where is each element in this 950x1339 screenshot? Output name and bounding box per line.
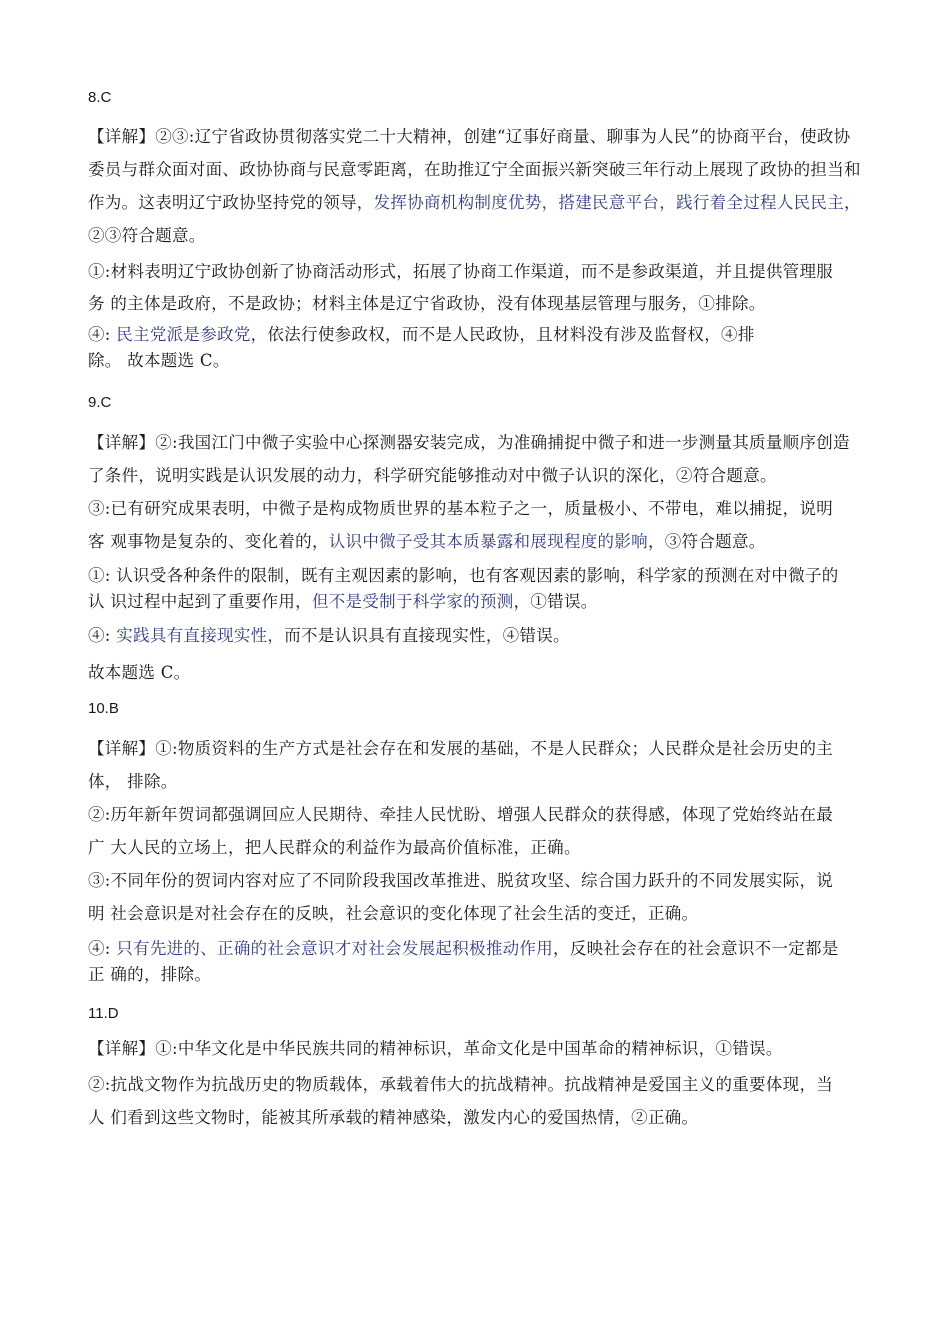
explanation-line xyxy=(88,226,206,246)
line-text: 认 识过程中起到了重要作用， xyxy=(88,592,312,611)
question-number: 11.D xyxy=(88,1005,119,1022)
explanation-line xyxy=(88,325,755,345)
explanation-line xyxy=(88,626,570,646)
explanation-line xyxy=(88,739,833,759)
line-text: ①: 认识受各种条件的限制，既有主观因素的影响，也有客观因素的影响，科学家的预测在对中微子的 xyxy=(88,566,839,585)
explanation-line xyxy=(88,805,833,825)
explanation-line xyxy=(88,566,839,586)
line-text: 【详解】②③:辽宁省政协贯彻落实党二十大精神，创建“辽事好商量、聊事为人民”的协商平台，使政协 xyxy=(88,127,851,146)
highlighted-text: 但不是受制于科学家的预测 xyxy=(311,592,514,611)
explanation-line xyxy=(88,262,833,282)
explanation-line xyxy=(88,466,777,486)
line-text: ②:历年新年贺词都强调回应人民期待、牵挂人民忧盼、增强人民群众的获得感，体现了党始终站在最 xyxy=(88,805,834,824)
question-number: 9.C xyxy=(88,394,112,411)
line-text: ④: xyxy=(88,626,117,645)
question-number: 10.B xyxy=(88,700,119,717)
explanation-line xyxy=(88,499,833,519)
line-text: ， xyxy=(844,193,861,212)
line-text: ，反映社会存在的社会意识不一定都是 xyxy=(553,939,839,958)
highlighted-text: 只有先进的、正确的社会意识才对社会发展起积极推动作用 xyxy=(116,939,554,958)
highlighted-text: 民主党派是参政党 xyxy=(116,325,251,344)
line-text: 委员与群众面对面、政协协商与民意零距离，在助推辽宁全面振兴新突破三年行动上展现了政协的担当和 xyxy=(88,160,861,179)
highlighted-text: 认识中微子受其本质暴露和展现程度的影响 xyxy=(328,532,648,551)
line-text: ③:已有研究成果表明，中微子是构成物质世界的基本粒子之一，质量极小、不带电，难以捕捉，说明 xyxy=(88,499,834,518)
explanation-line xyxy=(88,351,230,371)
line-text: 明 社会意识是对社会存在的反映，社会意识的变化体现了社会生活的变迁，正确。 xyxy=(88,904,699,923)
line-text: 了条件，说明实践是认识发展的动力，科学研究能够推动对中微子认识的深化，②符合题意。 xyxy=(88,466,777,485)
explanation-line xyxy=(88,160,861,180)
explanation-line xyxy=(88,592,598,612)
line-text: ，依法行使参政权，而不是人民政协，且材料没有涉及监督权，④排 xyxy=(250,325,755,344)
explanation-line xyxy=(88,838,581,858)
line-text: 人 们看到这些文物时，能被其所承载的精神感染，激发内心的爱国热情，②正确。 xyxy=(88,1108,699,1127)
highlighted-text: 实践具有直接现实性， xyxy=(116,626,285,645)
line-text: ④: xyxy=(88,325,117,344)
line-text: ，①错误。 xyxy=(513,592,598,611)
line-text: ②③符合题意。 xyxy=(88,226,206,245)
line-text: 务 的主体是政府，不是政协；材料主体是辽宁省政协，没有体现基层管理与服务，①排除。 xyxy=(88,294,766,313)
line-text: 客 观事物是复杂的、变化着的， xyxy=(88,532,329,551)
line-text: 【详解】①:物质资料的生产方式是社会存在和发展的基础，不是人民群众；人民群众是社会历史的主 xyxy=(88,739,834,758)
explanation-line xyxy=(88,193,861,213)
line-text: ②:抗战文物作为抗战历史的物质载体，承载着伟大的抗战精神。抗战精神是爱国主义的重要体现，当 xyxy=(88,1075,834,1094)
line-text: 正 确的，排除。 xyxy=(88,965,212,984)
explanation-line xyxy=(88,663,190,683)
line-text: ③:不同年份的贺词内容对应了不同阶段我国改革推进、脱贫攻坚、综合国力跃升的不同发展实际，说 xyxy=(88,871,834,890)
explanation-line xyxy=(88,1108,698,1128)
explanation-line xyxy=(88,871,833,891)
line-text: 故本题选 C。 xyxy=(88,663,191,682)
line-text: ④: xyxy=(88,939,117,958)
line-text: ，③符合题意。 xyxy=(647,532,766,551)
explanation-line xyxy=(88,965,211,985)
explanation-line xyxy=(88,127,851,147)
question-number: 8.C xyxy=(88,89,112,106)
line-text: ①:材料表明辽宁政协创新了协商活动形式，拓展了协商工作渠道，而不是参政渠道，并且提供管理服 xyxy=(88,262,834,281)
explanation-line xyxy=(88,1075,833,1095)
explanation-line xyxy=(88,1039,783,1059)
explanation-line xyxy=(88,433,850,453)
explanation-line xyxy=(88,939,839,959)
line-text: 体， 排除。 xyxy=(88,772,178,791)
line-text: 而不是认识具有直接现实性，④错误。 xyxy=(284,626,570,645)
line-text: 除。 故本题选 C。 xyxy=(88,351,230,370)
explanation-line xyxy=(88,294,766,314)
explanation-line xyxy=(88,772,178,792)
line-text: 【详解】①:中华文化是中华民族共同的精神标识，革命文化是中国革命的精神标识，①错误。 xyxy=(88,1039,783,1058)
highlighted-text: 发挥协商机构制度优势，搭建民意平台，践行着全过程人民民主 xyxy=(373,193,845,212)
line-text: 【详解】②:我国江门中微子实验中心探测器安装完成，为准确捕捉中微子和进一步测量其质量顺序创造 xyxy=(88,433,850,452)
explanation-line xyxy=(88,904,698,924)
line-text: 广 大人民的立场上，把人民群众的利益作为最高价值标准，正确。 xyxy=(88,838,581,857)
explanation-line xyxy=(88,532,766,552)
line-text: 作为。这表明辽宁政协坚持党的领导， xyxy=(88,193,374,212)
